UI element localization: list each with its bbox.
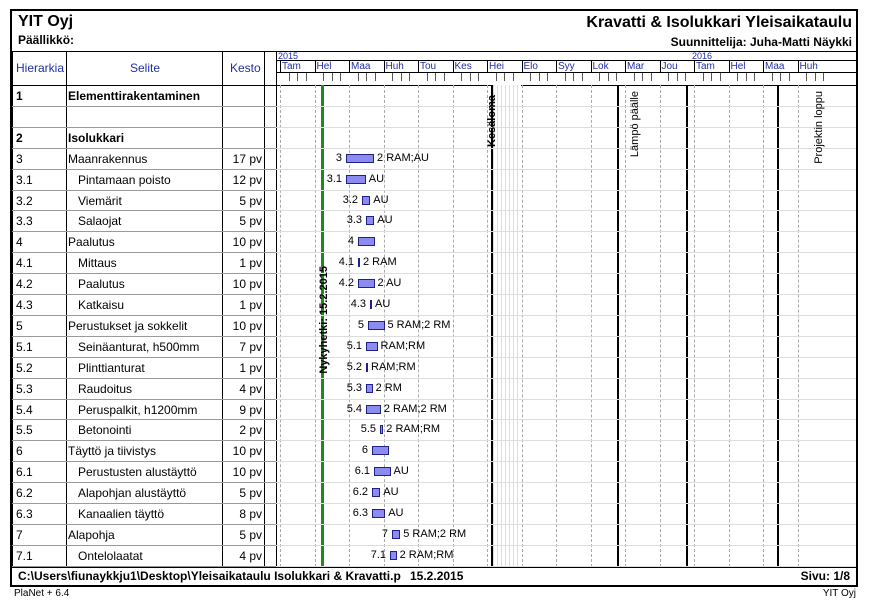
row-hierarchy: 2 xyxy=(16,130,23,145)
row-divider xyxy=(276,273,856,274)
row-divider xyxy=(12,566,276,567)
year-label: 2016 xyxy=(692,51,713,61)
row-hierarchy: 3.3 xyxy=(16,214,33,229)
print-date: 15.2.2015 xyxy=(410,569,464,583)
week-tick xyxy=(642,73,643,81)
row-description: Paalutus xyxy=(78,277,125,292)
week-tick xyxy=(772,73,773,81)
row-hierarchy: 4.2 xyxy=(16,277,33,292)
task-bar[interactable] xyxy=(366,405,381,414)
row-hierarchy: 6 xyxy=(16,444,23,459)
project-end-label: Projektin loppu xyxy=(813,91,825,164)
month-gridline xyxy=(591,85,592,567)
month-label: Kes xyxy=(454,61,472,72)
row-hierarchy: 5.1 xyxy=(16,339,33,354)
row-divider xyxy=(12,231,276,232)
bar-id-label: 4.1 xyxy=(338,256,354,269)
week-tick xyxy=(478,73,479,81)
file-path: C:\Users\fiunaykkju1\Desktop\Yleisaikataulu Isolukkari & Kravatti.p xyxy=(18,569,401,583)
week-tick xyxy=(435,73,436,81)
week-tick xyxy=(634,73,635,81)
row-duration: 1 pv xyxy=(239,298,262,312)
bar-id-label: 5.2 xyxy=(346,360,362,373)
row-duration: 5 pv xyxy=(239,527,262,542)
week-tick xyxy=(366,73,367,81)
month-tick xyxy=(798,60,799,72)
milestone-line xyxy=(777,85,779,567)
schedule-sheet xyxy=(10,9,858,587)
row-divider xyxy=(12,545,276,546)
row-divider xyxy=(12,461,276,462)
col-header-hierarchy: Hierarkia xyxy=(16,61,65,75)
month-label: Tam xyxy=(282,61,301,72)
row-hierarchy: 4.1 xyxy=(16,256,33,271)
bar-resource-label: AU xyxy=(393,465,409,478)
row-divider xyxy=(276,399,856,400)
task-bar[interactable] xyxy=(374,467,391,476)
task-bar[interactable] xyxy=(362,196,370,205)
week-tick xyxy=(599,73,600,81)
bar-resource-label: 2 RAM;AU xyxy=(377,151,430,164)
month-row-line xyxy=(276,72,856,73)
week-tick xyxy=(720,73,721,81)
task-bar[interactable] xyxy=(366,342,378,351)
month-label: Tou xyxy=(420,61,437,72)
row-duration: 10 pv xyxy=(232,318,262,333)
row-divider xyxy=(12,419,276,420)
week-tick xyxy=(461,73,462,81)
column-separator xyxy=(222,51,223,567)
row-description: Kanaalien täyttö xyxy=(78,507,165,521)
software-version: PlaNet + 6.4 xyxy=(14,588,70,599)
week-tick xyxy=(547,73,548,81)
month-label: Huh xyxy=(385,61,404,72)
bar-resource-label: AU xyxy=(368,172,385,185)
footer-top-line xyxy=(12,567,856,568)
row-duration: 4 pv xyxy=(239,548,262,563)
row-duration: 5 pv xyxy=(239,193,262,208)
week-tick xyxy=(409,73,410,81)
row-divider xyxy=(276,357,856,358)
bar-resource-label: 5 RAM;2 RM xyxy=(387,318,451,331)
week-tick xyxy=(332,73,333,81)
bar-id-label: 3 xyxy=(335,151,342,164)
bar-resource-label: 2 RAM;RM xyxy=(386,423,441,436)
row-description: Ontelolaatat xyxy=(78,548,143,563)
footer-company: YIT Oyj xyxy=(822,588,856,599)
week-tick xyxy=(504,73,505,81)
month-tick xyxy=(522,60,523,72)
month-label: Mar xyxy=(627,61,645,72)
bar-id-label: 3.2 xyxy=(342,193,358,206)
bar-resource-label: 2 RAM xyxy=(363,256,397,269)
row-hierarchy: 4 xyxy=(16,235,23,250)
week-tick xyxy=(375,73,376,81)
week-tick xyxy=(306,73,307,81)
header-divider xyxy=(12,51,856,52)
week-tick xyxy=(340,73,341,81)
bar-id-label: 5.1 xyxy=(346,339,362,352)
row-divider xyxy=(276,336,856,337)
row-hierarchy: 5.3 xyxy=(16,381,33,396)
row-duration: 2 pv xyxy=(239,423,262,438)
week-tick xyxy=(496,73,497,81)
bar-id-label: 4 xyxy=(347,235,354,248)
month-gridline xyxy=(315,85,316,567)
row-divider xyxy=(276,127,856,128)
task-bar[interactable] xyxy=(372,509,385,518)
row-description: Peruspalkit, h1200mm xyxy=(78,402,198,417)
row-duration: 9 pv xyxy=(239,402,262,417)
summer-break-band xyxy=(493,85,521,567)
month-tick xyxy=(418,60,419,72)
row-hierarchy: 7.1 xyxy=(16,548,33,563)
row-duration: 10 pv xyxy=(232,444,262,459)
week-tick xyxy=(513,73,514,81)
row-divider xyxy=(12,503,276,504)
row-divider xyxy=(276,148,856,149)
month-gridline xyxy=(487,85,488,567)
row-description: Viemärit xyxy=(78,193,122,208)
bar-id-label: 6.1 xyxy=(354,465,370,478)
month-gridline xyxy=(660,85,661,567)
month-label: Maa xyxy=(351,61,371,72)
month-gridline xyxy=(625,85,626,567)
month-tick xyxy=(556,60,557,72)
row-divider xyxy=(12,252,276,253)
col-header-duration: Kesto xyxy=(230,61,261,75)
row-divider xyxy=(276,169,856,170)
row-description: Isolukkari xyxy=(68,130,125,145)
week-tick xyxy=(608,73,609,81)
manager-label: Päällikkö: xyxy=(18,33,75,47)
month-gridline xyxy=(798,85,799,567)
bar-id-label: 5.5 xyxy=(360,423,376,436)
month-tick xyxy=(349,60,350,72)
row-divider xyxy=(276,524,856,525)
month-label: Huh xyxy=(799,61,818,72)
month-gridline xyxy=(763,85,764,567)
row-divider xyxy=(12,127,276,128)
week-tick xyxy=(401,73,402,81)
row-divider xyxy=(276,461,856,462)
year-label: 2015 xyxy=(278,51,299,61)
bar-resource-label: 2 RM xyxy=(375,381,402,394)
bar-resource-label: AU xyxy=(388,507,404,519)
row-divider xyxy=(276,106,856,107)
heating-on-label: Lämpö päälle xyxy=(629,91,641,158)
month-label: Hel xyxy=(730,61,746,72)
bar-id-label: 7 xyxy=(381,527,388,540)
week-tick xyxy=(780,73,781,81)
month-gridline xyxy=(280,85,281,567)
month-tick xyxy=(384,60,385,72)
schedule-title: Kravatti & Isolukkari Yleisaikataulu xyxy=(586,14,852,31)
row-divider xyxy=(12,169,276,170)
week-tick xyxy=(427,73,428,81)
row-description: Paalutus xyxy=(68,235,115,250)
bar-id-label: 3.1 xyxy=(326,172,342,185)
week-tick xyxy=(530,73,531,81)
bar-id-label: 5 xyxy=(357,318,364,331)
row-duration: 10 pv xyxy=(232,465,262,480)
week-tick xyxy=(582,73,583,81)
column-separator xyxy=(66,51,67,567)
bar-id-label: 3.3 xyxy=(346,214,362,227)
row-divider xyxy=(12,336,276,337)
column-separator xyxy=(264,51,265,567)
week-tick xyxy=(297,73,298,81)
task-bar[interactable] xyxy=(358,258,360,267)
row-description: Seinäanturat, h500mm xyxy=(78,339,200,354)
task-bar[interactable] xyxy=(392,530,400,539)
row-hierarchy: 5 xyxy=(16,318,23,333)
task-bar[interactable] xyxy=(346,175,366,184)
bar-id-label: 4.2 xyxy=(338,277,354,290)
month-tick xyxy=(694,60,695,72)
week-tick xyxy=(703,73,704,81)
month-gridline xyxy=(522,85,523,567)
row-divider xyxy=(276,231,856,232)
row-duration: 10 pv xyxy=(232,277,262,292)
task-bar[interactable] xyxy=(380,425,383,434)
week-tick xyxy=(651,73,652,81)
bar-resource-label: AU xyxy=(377,214,393,227)
bar-resource-label: 5 RAM;2 RM xyxy=(403,527,467,540)
task-bar[interactable] xyxy=(346,154,374,163)
row-divider xyxy=(12,190,276,191)
week-tick xyxy=(573,73,574,81)
week-tick xyxy=(685,73,686,81)
month-tick xyxy=(625,60,626,72)
row-divider xyxy=(276,294,856,295)
row-divider xyxy=(12,482,276,483)
row-divider xyxy=(12,357,276,358)
company-name: YIT Oyj xyxy=(18,13,74,30)
row-hierarchy: 3.2 xyxy=(16,193,33,208)
page-number: Sivu: 1/8 xyxy=(800,569,850,583)
month-label: Syy xyxy=(558,61,575,72)
row-divider xyxy=(276,419,856,420)
row-description: Alapohja xyxy=(68,527,115,542)
current-date-marker-label: Nykyhetki: 15.2.2015 xyxy=(318,266,330,374)
row-description: Maanrakennus xyxy=(68,151,148,166)
row-hierarchy: 5.2 xyxy=(16,360,33,375)
month-tick xyxy=(763,60,764,72)
milestone-line xyxy=(686,85,688,567)
row-duration: 4 pv xyxy=(239,381,262,396)
month-gridline xyxy=(694,85,695,567)
row-duration: 12 pv xyxy=(232,172,262,187)
row-hierarchy: 6.3 xyxy=(16,507,33,521)
bar-id-label: 5.3 xyxy=(346,381,362,394)
week-tick xyxy=(789,73,790,81)
bar-resource-label: AU xyxy=(383,486,399,499)
month-tick xyxy=(453,60,454,72)
task-bar[interactable] xyxy=(372,446,389,455)
week-tick xyxy=(392,73,393,81)
bar-id-label: 5.4 xyxy=(346,402,362,415)
month-tick xyxy=(591,60,592,72)
week-tick xyxy=(358,73,359,81)
row-divider xyxy=(276,252,856,253)
row-duration: 8 pv xyxy=(239,507,262,521)
bar-resource-label: 2 RAM;2 RM xyxy=(383,402,447,415)
row-description: Salaojat xyxy=(78,214,122,229)
month-label: Jou xyxy=(661,61,678,72)
row-divider xyxy=(276,482,856,483)
row-description: Mittaus xyxy=(78,256,117,271)
col-header-description: Selite xyxy=(130,61,161,75)
row-description: Perustusten alustäyttö xyxy=(78,465,197,480)
row-hierarchy: 3 xyxy=(16,151,23,166)
row-divider xyxy=(12,148,276,149)
row-divider xyxy=(276,315,856,316)
month-label: Hel xyxy=(316,61,332,72)
bar-resource-label: 2 AU xyxy=(377,277,402,290)
task-bar[interactable] xyxy=(358,237,375,246)
month-tick xyxy=(729,60,730,72)
row-hierarchy: 5.5 xyxy=(16,423,33,438)
week-tick xyxy=(616,73,617,81)
row-divider xyxy=(276,503,856,504)
bar-id-label: 6 xyxy=(361,444,368,457)
bar-resource-label: AU xyxy=(373,193,389,206)
row-description: Perustukset ja sokkelit xyxy=(68,318,188,333)
row-hierarchy: 6.2 xyxy=(16,486,33,501)
planner-name: Suunnittelija: Juha-Matti Näykki xyxy=(670,35,852,49)
month-tick xyxy=(487,60,488,72)
row-divider xyxy=(12,210,276,211)
row-description: Raudoitus xyxy=(78,381,133,396)
row-hierarchy: 5.4 xyxy=(16,402,33,417)
task-bar[interactable] xyxy=(366,363,368,372)
month-label: Tam xyxy=(696,61,715,72)
row-description: Katkaisu xyxy=(78,298,125,312)
row-duration: 17 pv xyxy=(232,151,262,166)
row-divider xyxy=(12,378,276,379)
week-tick xyxy=(754,73,755,81)
month-label: Maa xyxy=(765,61,785,72)
row-duration: 10 pv xyxy=(232,235,262,250)
row-description: Alapohjan alustäyttö xyxy=(78,486,187,501)
bar-resource-label: RAM;RM xyxy=(380,339,426,352)
week-tick xyxy=(677,73,678,81)
month-label: Elo xyxy=(523,61,538,72)
row-divider xyxy=(276,545,856,546)
milestone-line xyxy=(617,85,619,567)
task-bar[interactable] xyxy=(368,321,385,330)
row-hierarchy: 4.3 xyxy=(16,298,33,312)
week-tick xyxy=(711,73,712,81)
row-hierarchy: 1 xyxy=(16,89,23,103)
row-divider xyxy=(276,440,856,441)
milestone-line xyxy=(491,85,493,567)
row-description: Elementtirakentaminen xyxy=(68,89,201,103)
bar-resource-label: RAM;RM xyxy=(371,360,416,373)
bar-id-label: 6.3 xyxy=(352,507,368,519)
row-divider xyxy=(12,399,276,400)
week-tick xyxy=(444,73,445,81)
task-bar[interactable] xyxy=(366,384,373,393)
row-divider xyxy=(12,294,276,295)
week-tick xyxy=(539,73,540,81)
task-bar[interactable] xyxy=(358,279,375,288)
week-tick xyxy=(815,73,816,81)
month-label: Hei xyxy=(489,61,505,72)
row-divider xyxy=(276,210,856,211)
month-gridline xyxy=(453,85,454,567)
week-tick xyxy=(565,73,566,81)
row-hierarchy: 3.1 xyxy=(16,172,33,187)
row-duration: 7 pv xyxy=(239,339,262,354)
row-divider xyxy=(12,106,276,107)
month-label: Lok xyxy=(592,61,609,72)
row-duration: 1 pv xyxy=(239,360,262,375)
row-hierarchy: 6.1 xyxy=(16,465,33,480)
row-description: Plinttianturat xyxy=(78,360,145,375)
row-divider xyxy=(276,378,856,379)
week-tick xyxy=(289,73,290,81)
row-duration: 5 pv xyxy=(239,214,262,229)
week-tick xyxy=(746,73,747,81)
row-divider xyxy=(12,315,276,316)
month-gridline xyxy=(556,85,557,567)
month-tick xyxy=(280,60,281,72)
task-bar[interactable] xyxy=(372,488,380,497)
bar-resource-label: 2 RAM;RM xyxy=(399,548,454,561)
row-divider xyxy=(12,273,276,274)
row-divider xyxy=(276,566,856,567)
summer-break-label: Kesäloma xyxy=(486,95,498,147)
month-tick xyxy=(660,60,661,72)
row-divider xyxy=(12,524,276,525)
row-description: Betonointi xyxy=(78,423,132,438)
row-description: Täyttö ja tiivistys xyxy=(68,444,157,459)
row-duration: 5 pv xyxy=(239,486,262,501)
task-bar[interactable] xyxy=(370,300,372,309)
row-divider xyxy=(12,440,276,441)
month-tick xyxy=(315,60,316,72)
row-divider xyxy=(276,190,856,191)
bar-resource-label: AU xyxy=(375,298,391,310)
week-tick xyxy=(823,73,824,81)
week-tick xyxy=(806,73,807,81)
bar-id-label: 7.1 xyxy=(370,548,386,561)
month-gridline xyxy=(729,85,730,567)
bar-id-label: 4.3 xyxy=(350,298,366,310)
task-bar[interactable] xyxy=(366,216,374,225)
row-hierarchy: 7 xyxy=(16,527,23,542)
row-duration: 1 pv xyxy=(239,256,262,271)
bar-id-label: 6.2 xyxy=(352,486,368,499)
task-bar[interactable] xyxy=(390,551,397,560)
week-tick xyxy=(323,73,324,81)
week-tick xyxy=(470,73,471,81)
column-separator xyxy=(12,51,13,567)
week-tick xyxy=(737,73,738,81)
row-description: Pintamaan poisto xyxy=(78,172,171,187)
column-separator xyxy=(276,51,277,567)
week-tick xyxy=(668,73,669,81)
